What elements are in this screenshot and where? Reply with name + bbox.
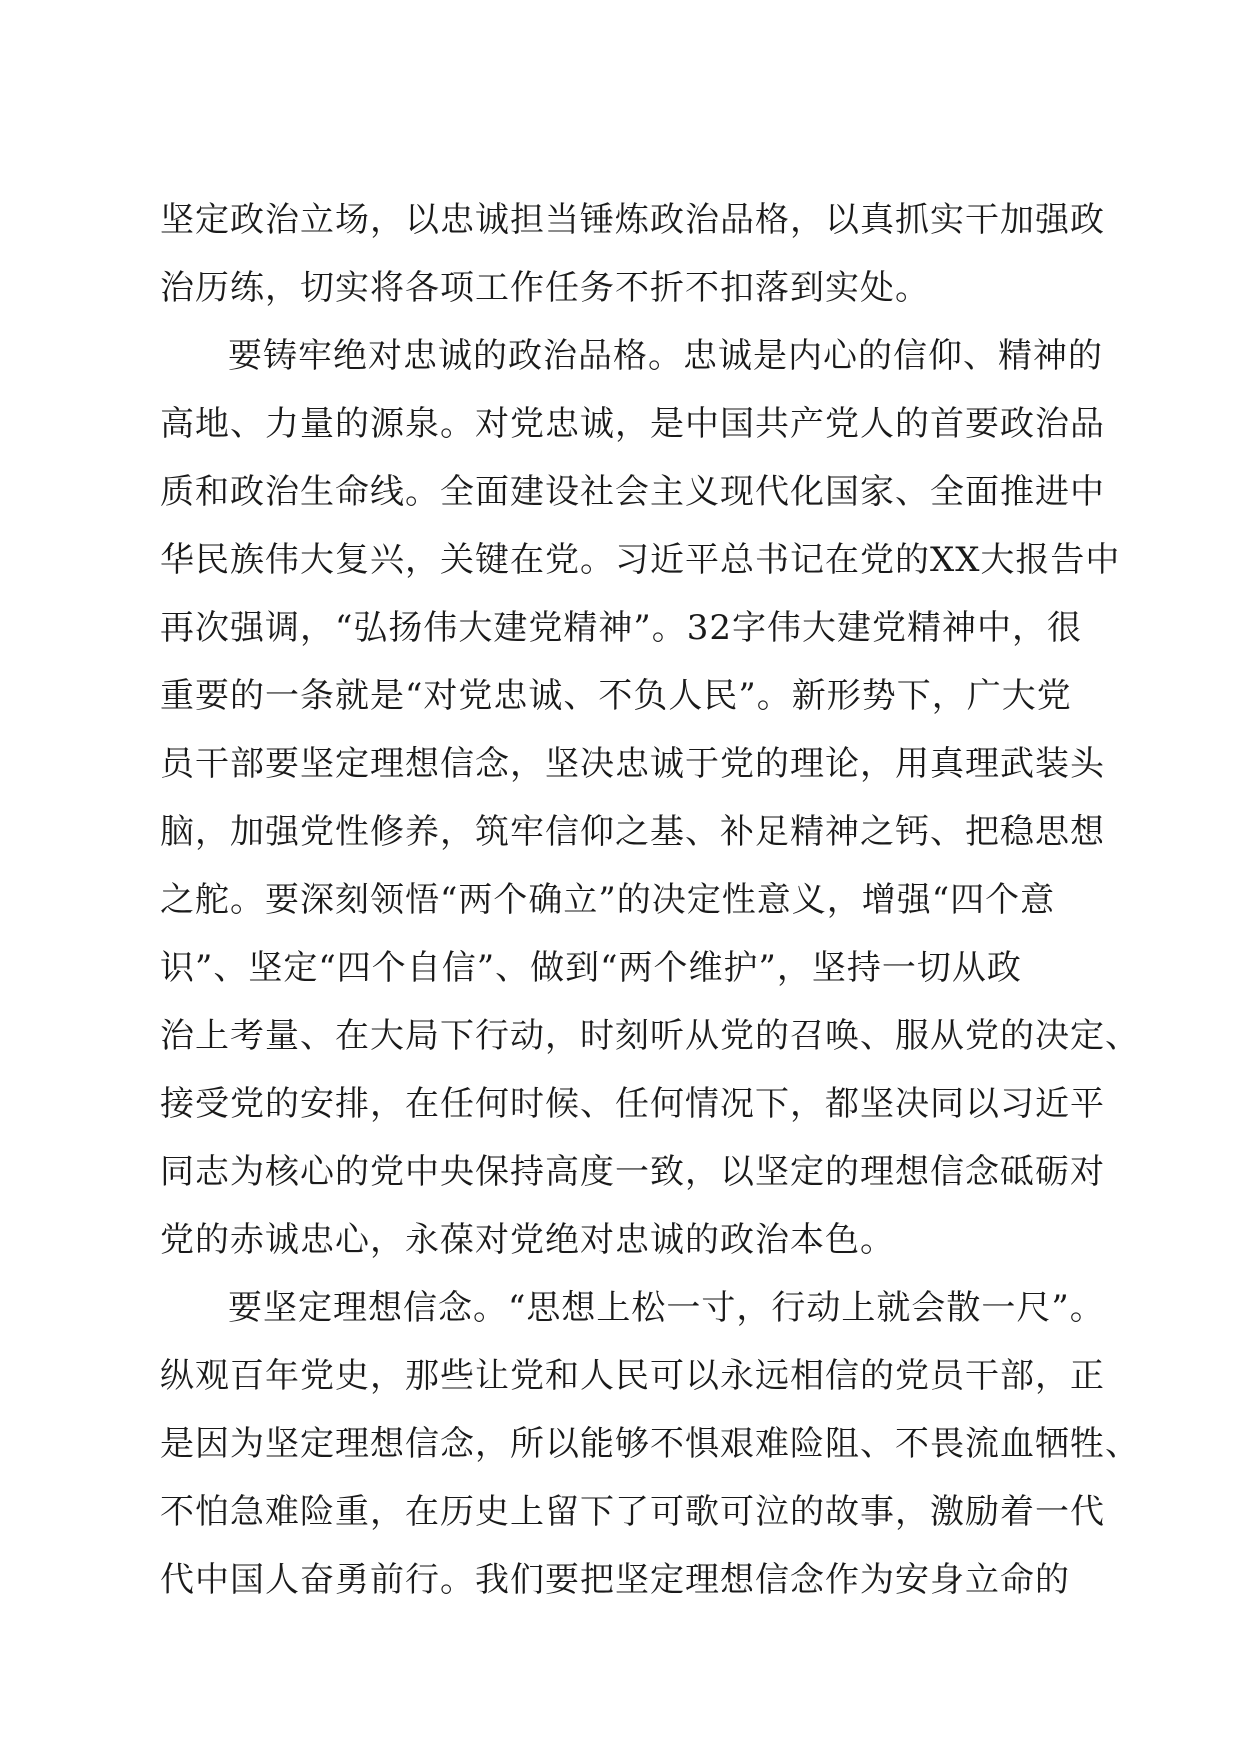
text-line: 不怕急难险重，在历史上留下了可歌可泣的故事，激励着一代 (160, 1492, 1105, 1532)
text-line: 质和政治生命线。全面建设社会主义现代化国家、全面推进中 (160, 472, 1105, 512)
document-body (160, 186, 1140, 1614)
paragraph-1 (160, 186, 1105, 322)
text-line: 要铸牢绝对忠诚的政治品格。忠诚是内心的信仰、精神的 (228, 336, 1103, 376)
text-line: 员干部要坚定理想信念，坚决忠诚于党的理论，用真理武装头 (160, 744, 1105, 784)
text-line: 再次强调，“弘扬伟大建党精神”。32字伟大建党精神中，很 (160, 608, 1083, 648)
text-line: 坚定政治立场，以忠诚担当锤炼政治品格，以真抓实干加强政 (160, 200, 1105, 240)
text-line: 脑，加强党性修养，筑牢信仰之基、补足精神之钙、把稳思想 (160, 812, 1105, 852)
text-line: 治历练，切实将各项工作任务不折不扣落到实处。 (160, 268, 930, 308)
text-line: 高地、力量的源泉。对党忠诚，是中国共产党人的首要政治品 (160, 404, 1105, 444)
paragraph-3 (160, 1274, 1140, 1614)
text-line: 代中国人奋勇前行。我们要把坚定理想信念作为安身立命的 (160, 1560, 1070, 1600)
text-line: 要坚定理想信念。“思想上松一寸，行动上就会散一尺”。 (228, 1288, 1105, 1328)
text-line: 党的赤诚忠心，永葆对党绝对忠诚的政治本色。 (160, 1220, 895, 1260)
text-line: 治上考量、在大局下行动，时刻听从党的召唤、服从党的决定、 (160, 1016, 1140, 1056)
text-line: 接受党的安排，在任何时候、任何情况下，都坚决同以习近平 (160, 1084, 1105, 1124)
text-line: 同志为核心的党中央保持高度一致，以坚定的理想信念砥砺对 (160, 1152, 1105, 1192)
paragraph-2 (160, 322, 1140, 1274)
text-line: 纵观百年党史，那些让党和人民可以永远相信的党员干部，正 (160, 1356, 1105, 1396)
text-line: 华民族伟大复兴，关键在党。习近平总书记在党的XX大报告中 (160, 540, 1121, 580)
text-line: 识”、坚定“四个自信”、做到“两个维护”，坚持一切从政 (160, 948, 1022, 988)
text-line: 之舵。要深刻领悟“两个确立”的决定性意义，增强“四个意 (160, 880, 1056, 920)
text-line: 是因为坚定理想信念，所以能够不惧艰难险阻、不畏流血牺牲、 (160, 1424, 1140, 1464)
text-line: 重要的一条就是“对党忠诚、不负人民”。新形势下，广大党 (160, 676, 1072, 716)
